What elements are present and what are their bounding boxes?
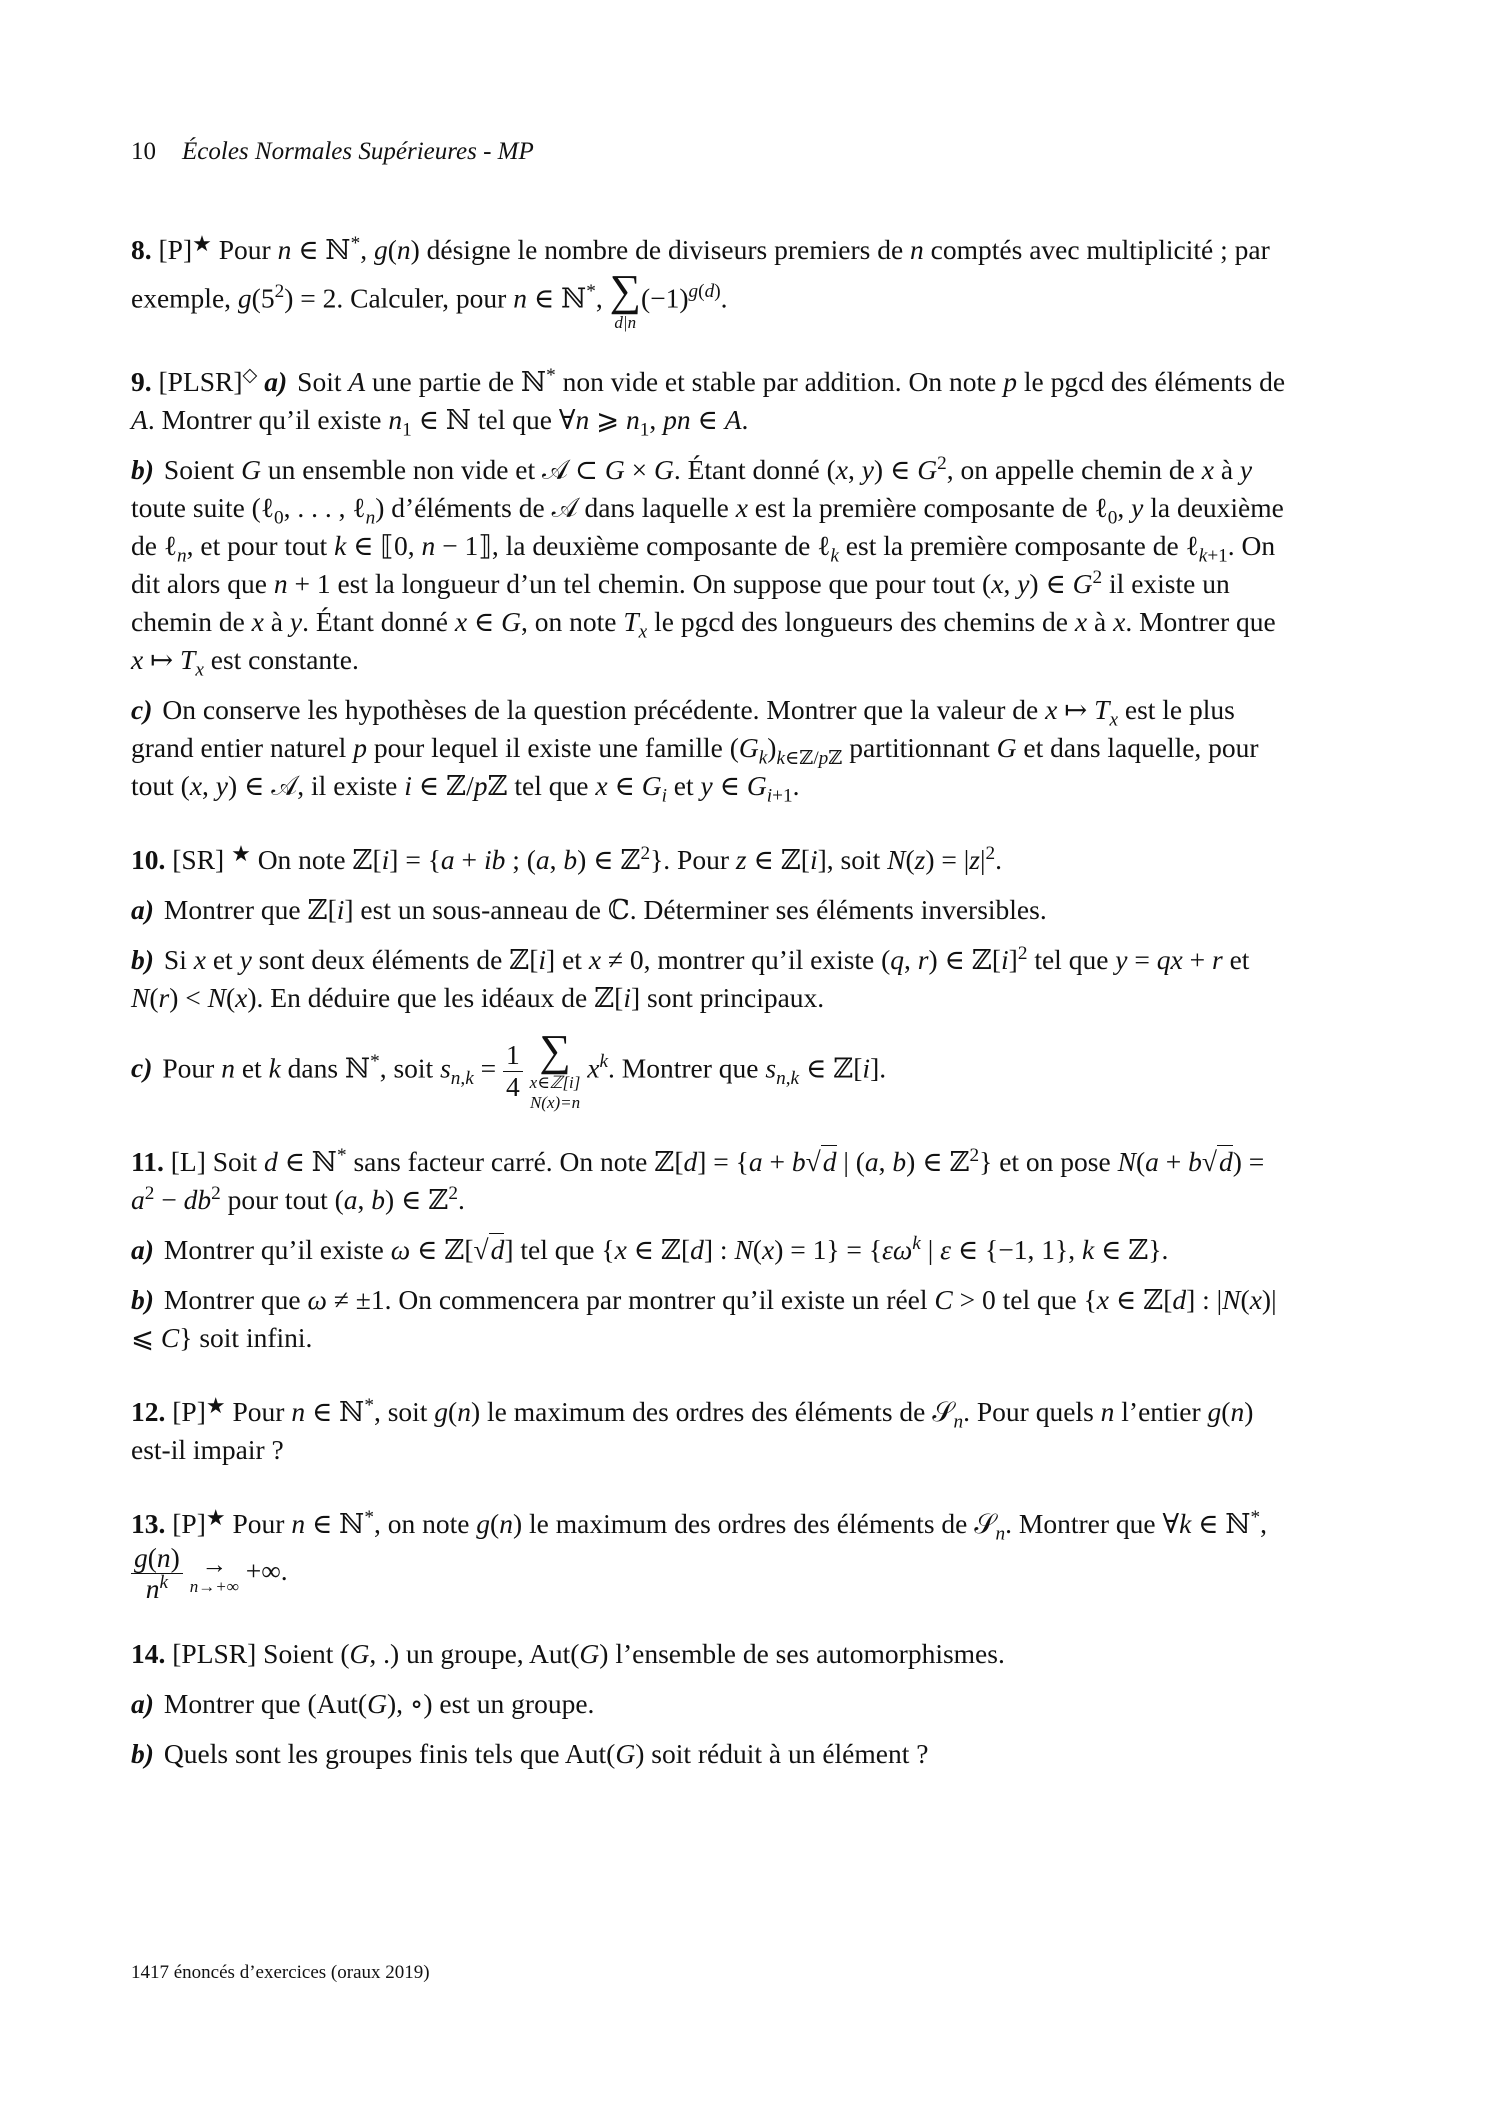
exercise-11: 11. [L] Soit d ∈ ℕ* sans facteur carré. On note ℤ[d] = {a + b√d | (a, b) ∈ ℤ$^2$} et on pose $N(a + b√d) = a^2 - db^2$ pour tout (a, b) ∈ ℤ$^2$. a) Montrer qu’il existe ω ∈ ℤ[√d] tel que {x ∈ ℤ[d] : $N(x) = 1\} = \{\varepsilon\omega^k$ | ε ∈ {−1, 1}, k ∈ ℤ}. b) Montrer que ω ≠ ±1. On commencera par montrer qu’il existe un réel C > 0 tel que {x ∈ ℤ[d] : |N(x)| ⩽ C} soit infini.: [131, 1144, 1277, 1353]
exercise-14: 14. [PLSR] Soient (G, .) un groupe, Aut(G) l’ensemble de ses automorphismes. a) Montrer que (Aut(G), ∘) est un groupe. b) Quels sont les groupes finis tels que Aut(G) soit réduit à un élément ?: [131, 1637, 1005, 1769]
part-label: b): [131, 1737, 154, 1769]
page-footer: 1417 énoncés d’exercices (oraux 2019): [131, 1962, 430, 1983]
exercise-tag: [SR]: [172, 844, 225, 875]
part-label: a): [131, 1234, 154, 1265]
part-label: b): [131, 944, 154, 975]
part-label: b): [131, 1284, 154, 1315]
part-label: a): [131, 1687, 154, 1719]
exercise-number: 13.: [131, 1508, 166, 1539]
star-icon: ★: [231, 841, 251, 866]
star-icon: ★: [205, 1393, 226, 1418]
exercise-number: 14.: [131, 1637, 166, 1669]
exercise-number: 9.: [131, 366, 152, 397]
sum-symbol: ∑ x∈ℤ[i] N(x)=n: [529, 1026, 581, 1112]
page-title: Écoles Normales Supérieures - MP: [182, 138, 534, 165]
fraction: $\frac{g(n)}{n^k}$: [131, 1543, 183, 1605]
exercise-9: 9. [PLSR]◇ a) Soit A une partie de ℕ* non vide et stable par addition. On note p le pgcd des éléments de A. Montrer qu’il existe $n_1$ ∈ ℕ tel que ∀n ⩾ $n_1$, pn ∈ A. b) Soient G un ensemble non vide et 𝒜 ⊂ G × G. Étant donné (x, y) ∈ $G^2$, on appelle chemin de x à y toute suite (ℓ$_0$, . . . , ℓ$_n$) d’éléments de 𝒜 dans laquelle x est la première composante de ℓ$_0$, y la deuxième de ℓ$_n$, et pour tout k ∈ ⟦0, n − 1⟧, la deuxième composante de ℓ$_k$ est la première composante de ℓ$_{k+1}$. On dit alors que n + 1 est la longueur d’un tel chemin. On suppose que pour tout (x, y) ∈ $G^2$ il existe un chemin de x à y. Étant donné x ∈ G, on note $T_x$ le pgcd des longueurs des chemins de x à x. Montrer que x ↦ $T_x$ est constante. c) On conserve les hypothèses de la question précédente. Montrer que la valeur de x ↦ $T_x$ est le plus grand entier naturel p pour lequel il existe une famille $(G_k)_{k\in ℤ/pℤ}$ partitionnant G et dans laquelle, pour tout (x, y) ∈ 𝒜, il existe i ∈ ℤ/pℤ tel que x ∈ $G_i$ et y ∈ $G_{i+1}$.: [131, 364, 1286, 807]
exercise-tag: [PLSR]: [158, 366, 243, 397]
exercise-number: 10.: [131, 844, 166, 875]
page-number: 10: [131, 138, 156, 165]
part-label: a): [264, 366, 288, 397]
exercise-tag: [P]: [158, 234, 193, 265]
page-header: [131, 138, 534, 166]
fraction: $\frac{1}{4}$: [503, 1040, 523, 1102]
star-icon: ★: [205, 1505, 226, 1530]
page-content: [131, 225, 1291, 1803]
exercise-tag: [L]: [170, 1146, 206, 1177]
part-label: c): [131, 694, 153, 725]
part-label: a): [131, 894, 154, 925]
exercise-12: 12. [P]★ Pour n ∈ ℕ*, soit g(n) le maximum des ordres des éléments de 𝒮$_n$. Pour quels n l’entier g(n) est-il impair ?: [131, 1393, 1254, 1465]
exercise-tag: [P]: [172, 1396, 206, 1427]
part-label: b): [131, 454, 154, 485]
exercise-13: 13. [P]★ Pour n ∈ ℕ*, on note g(n) le maximum des ordres des éléments de 𝒮$_n$. Montrer que ∀k ∈ ℕ*, $\frac{g(n)}{n^k}$ → n→+∞ +∞.: [131, 1505, 1268, 1605]
exercise-8: 8. [P]★ Pour n ∈ ℕ*, g(n) désigne le nombre de diviseurs premiers de n comptés avec multiplicité ; par exemple, $g(5^2) = 2$. Calculer, pour n ∈ ℕ*, ∑ d|n $(-1)^{g(d)}$.: [131, 231, 1270, 332]
diamond-icon: ◇: [242, 364, 258, 386]
star-icon: ★: [192, 231, 212, 256]
exercise-10: 10. [SR] ★ On note ℤ[i] = {a + ib ; (a, b) ∈ ℤ$^2$}. Pour z ∈ ℤ[i], soit $N(z) = |z|^2$. a) Montrer que ℤ[i] est un sous-anneau de ℂ. Déterminer ses éléments inversibles. b) Si x et y sont deux éléments de ℤ[i] et x ≠ 0, montrer qu’il existe (q, r) ∈ $ℤ[i]^2$ tel que y = qx + r et N(r) < N(x). En déduire que les idéaux de ℤ[i] sont principaux. c) Pour n et k dans ℕ*, soit $s_{n,k}$ = $\frac{1}{4}$ ∑ x∈ℤ[i] N(x)=n $x^k$. Montrer que $s_{n,k}$ ∈ ℤ[i].: [131, 841, 1250, 1112]
exercise-tag: [PLSR]: [172, 1637, 257, 1669]
limit-arrow: → n→+∞: [189, 1550, 239, 1597]
exercise-tag: [P]: [172, 1508, 206, 1539]
exercise-number: 12.: [131, 1396, 166, 1427]
exercise-number: 8.: [131, 234, 152, 265]
part-label: c): [131, 1052, 153, 1084]
exercise-number: 11.: [131, 1146, 164, 1177]
sum-symbol: ∑ d|n: [609, 266, 641, 332]
